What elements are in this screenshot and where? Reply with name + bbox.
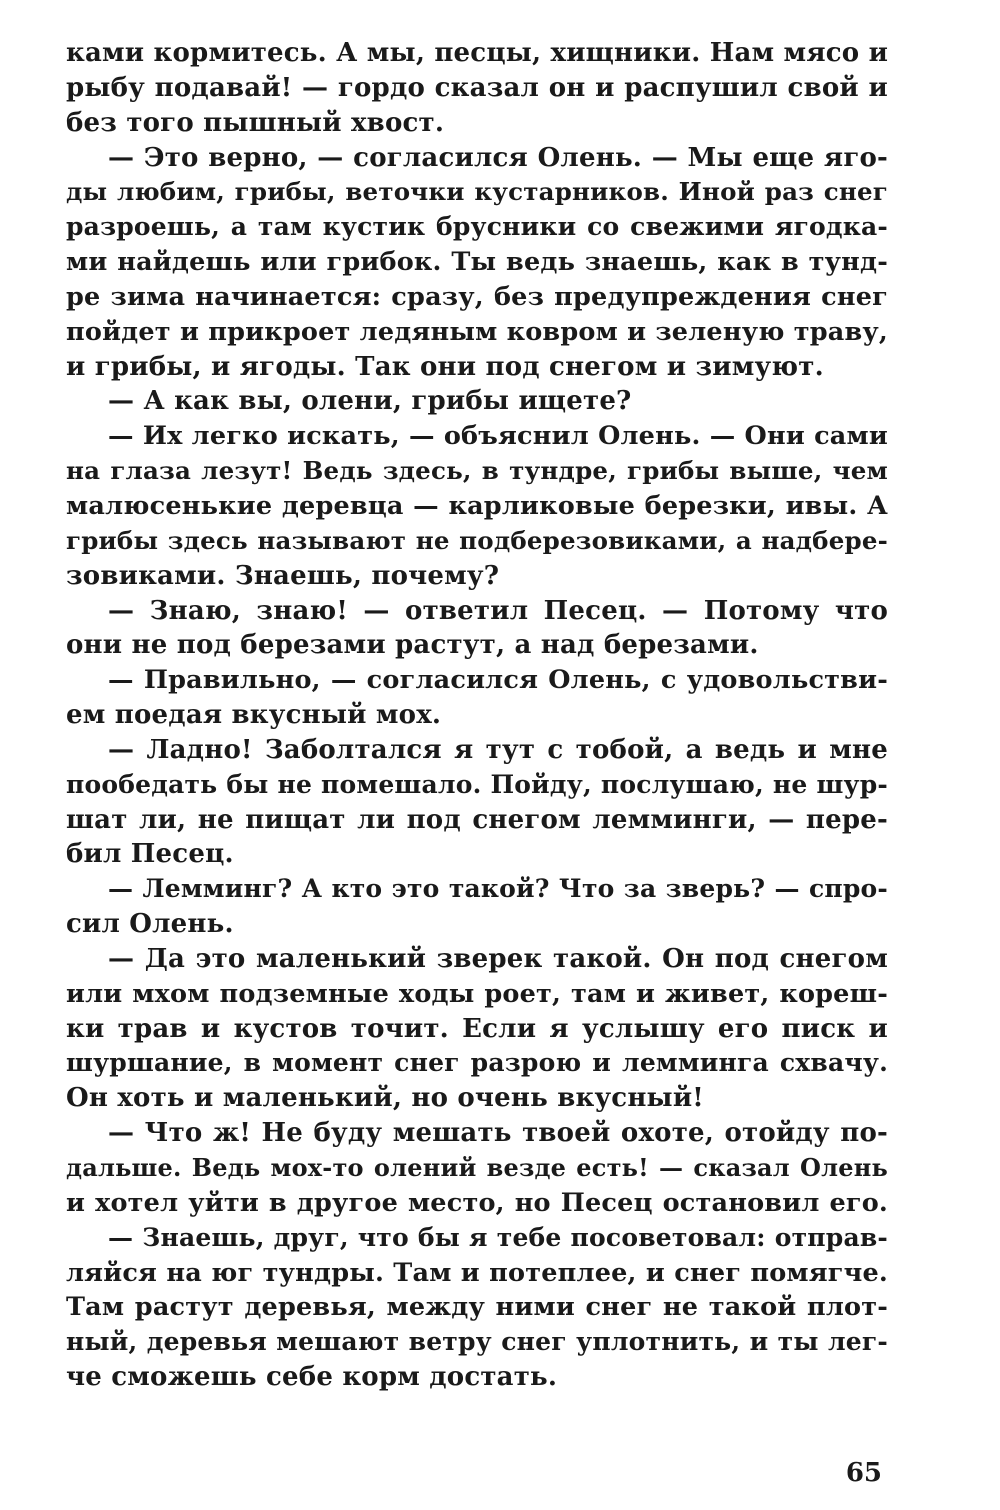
text-line: зовиками. Знаешь, почему? [66,560,500,591]
text-line: грибы здесь называют не подберезовиками, а надбере- [66,525,888,555]
text-line: ный, деревья мешают ветру снег уплотнить, и ты лег- [66,1327,888,1357]
text-line: ки трав и кустов точит. Если я услышу его писк и [66,1013,888,1044]
text-line: — Да это маленький зверек такой. Он под снегом [108,943,888,974]
text-line: — Знаю, знаю! — ответил Песец. — Потому что [108,595,888,626]
text-line: или мхом подземные ходы роет, там и живет, кореш- [66,978,888,1009]
text-line: и грибы, и ягоды. Так они под снегом и зимуют. [66,351,824,382]
text-line: бил Песец. [66,839,234,870]
text-line: — Это верно, — согласился Олень. — Мы еще яго- [108,142,888,173]
text-line: ками кормитесь. А мы, песцы, хищники. Нам мясо и [66,38,889,68]
text-line: ми найдешь или грибок. Ты ведь знаешь, как в тунд- [66,247,888,278]
text-line: ре зима начинается: сразу, без предупреждения снег [66,281,888,312]
text-line: рыбу подавай! — гордо сказал он и распушил свой и [66,72,888,103]
text-line: Там растут деревья, между ними снег не такой плот- [66,1292,888,1323]
text-line: — Их легко искать, — объяснил Олень. — Они сами [108,421,888,452]
text-line: и хотел уйти в другое место, но Песец остановил его. [66,1187,888,1218]
page-text [66,36,888,1395]
page-number: 65 [845,1458,882,1488]
text-line: разроешь, а там кустик брусники со свежими ягодка- [66,212,888,242]
text-line: ем поедая вкусный мох. [66,700,442,731]
text-line: — Ладно! Заболтался я тут с тобой, а ведь и мне [108,734,888,765]
text-line: че сможешь себе корм достать. [66,1362,558,1393]
text-line: пойдет и прикроет ледяным ковром и зеленую траву, [66,316,888,347]
text-line: пообедать бы не помешало. Пойду, послушаю, не шур- [66,769,888,799]
text-line: — Лемминг? А кто это такой? Что за зверь? — спро- [108,874,888,904]
text-line: ляйся на юг тундры. Там и потеплее, и снег помягче. [66,1257,888,1288]
text-line: шуршание, в момент снег разрою и лемминга схвачу. [66,1048,888,1078]
text-line: Он хоть и маленький, но очень вкусный! [66,1083,704,1114]
text-line: — Правильно, — согласился Олень, с удовольстви- [108,665,888,696]
text-line: без того пышный хвост. [66,107,445,138]
text-line: малюсенькие деревца — карликовые березки, ивы. А [66,490,888,521]
text-line: ды любим, грибы, веточки кустарников. Иной раз снег [66,177,888,207]
text-line: шат ли, не пищат ли под снегом лемминги, — пере- [66,804,888,835]
text-line: — Что ж! Не буду мешать твоей охоте, отойду по- [108,1118,888,1149]
text-line: — А как вы, олени, грибы ищете? [108,386,632,417]
text-line: на глаза лезут! Ведь здесь, в тундре, грибы выше, чем [66,456,888,486]
text-line: сил Олень. [66,909,234,940]
text-line: дальше. Ведь мох-то олений везде есть! — сказал Олень [66,1153,888,1182]
text-line: они не под березами растут, а над березами. [66,630,759,661]
text-line: — Знаешь, друг, что бы я тебе посоветовал: отправ- [108,1222,888,1252]
